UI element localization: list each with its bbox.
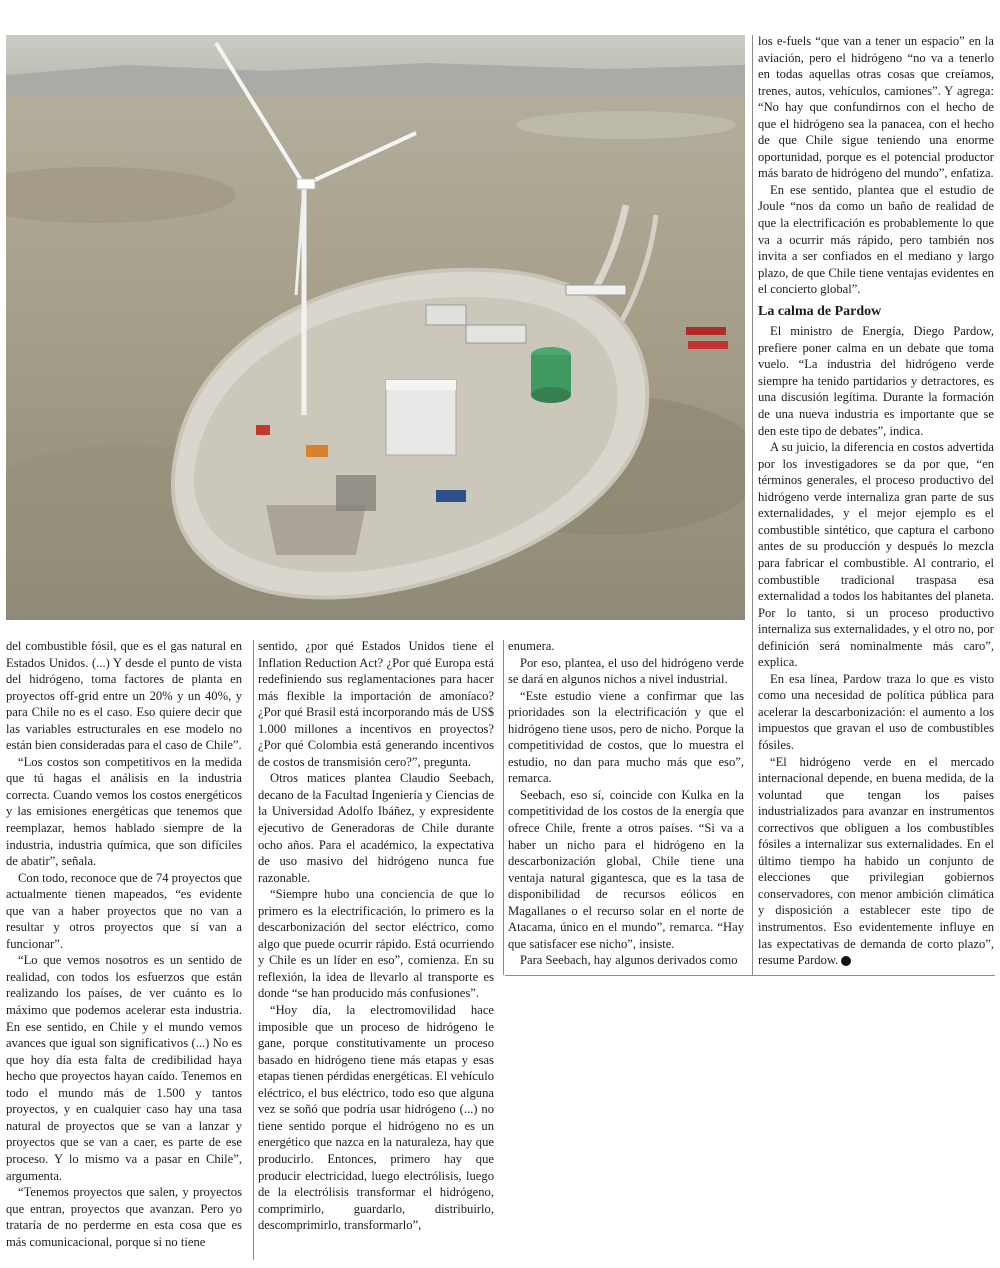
paragraph: sentido, ¿por qué Estados Unidos tiene el Inflation Reduction Act? ¿Por qué Europa está redefiniendo sus reglamentaciones para hacer más flexible la importación de amoníaco? ¿Por qué Brasil está incorporando más de US$ 1.000 millones a incentivos en proyectos? ¿Por qué Colombia está generando incentivos de costos de transmisión cero?”, pregunta.	[258, 639, 494, 769]
end-of-article-icon: P	[841, 956, 851, 966]
section-subhead: La calma de Pardow	[758, 303, 882, 319]
aerial-plant-image	[6, 35, 745, 620]
paragraph: “Tenemos proyectos que salen, y proyectos que entran, proyectos que avanzan. Pero yo trataría de no perderme en esta cosa que es más comunicacional, porque si no tiene	[6, 1185, 242, 1249]
paragraph-final	[758, 754, 994, 969]
paragraph: Otros matices plantea Claudio Seebach, decano de la Facultad Ingeniería y Ciencias de la Universidad Adolfo Ibáñez, y expresidente ejecutivo de Generadoras de Chile durante ocho años. Para el académico, la expectativa de uso masivo del hidrógeno nunca fue razonable.	[258, 771, 494, 885]
column-4	[758, 33, 994, 969]
paragraph: “Lo que vemos nosotros es un sentido de realidad, con todos los esfuerzos que están realizando los países, de ver cuánto es lo máximo que podemos acelerar esta industria. En ese sentido, en Chile y el mundo vemos avances que igual son significativos (...) No es que hoy día esta falta de credibilidad haya hecho que proyectos hayan caído. Tenemos en todo el mundo más de 1.500 y tantos proyectos, y en cualquier caso hay una tasa natural de proyectos que se van a lanzar y proyectos que se van a caer, es parte de ese proceso. Y lo mismo va a pasar en Chile”, argumenta.	[6, 953, 242, 1183]
paragraph: En esa línea, Pardow traza lo que es visto como una necesidad de política pública para acelerar la descarbonización: el aumento a los impuestos que gravan el uso de combustibles fósiles.	[758, 671, 994, 752]
paragraph: Seebach, eso sí, coincide con Kulka en la competitividad de los costos de la energía que ofrece Chile, frente a otros países. “Si va a haber un nicho para el hidrógeno en la descarbonización global, Chile tiene una ventaja natural gigantesca, que es la tasa de disponibilidad de recursos eólicos en Magallanes o el recurso solar en el norte de Atacama, único en el mundo”, remarca. “Hay que satisfacer ese nicho”, insiste.	[508, 787, 744, 951]
paragraph: A su juicio, la diferencia en costos advertida por los investigadores se da por que, “en términos generales, el proceso productivo del hidrógeno verde internaliza gran parte de sus externalidades, y el mejor ejemplo es el combustible sintético, que captura el carbono antes de su producción y después lo mezcla para fabricar el combustible. Al contrario, el combustible tradicional traspasa esa externalidad a todos los habitantes del planeta. Por lo tanto, si un proceso productivo internaliza sus externalidades, y el otro no, por definición será nominalmente más caro”, explica.	[758, 440, 994, 670]
column-rule-1	[253, 640, 254, 1260]
paragraph: “Este estudio viene a confirmar que las prioridades son la electrificación y que el hidrógeno tiene usos, pero de nicho. Porque la competitividad de costos, que lo muestra el estudio, no dan para mucho más que eso”, remarca.	[508, 688, 744, 786]
article-photo-hydrogen-plant	[6, 35, 745, 620]
column-2	[258, 638, 494, 1234]
column-rule-2	[503, 640, 504, 975]
paragraph: “Los costos son competitivos en la medida que tú hagas el análisis en la industria correcta. Cuando vemos los costos energéticos y las emisiones energéticas que tenemos que reemplazar, hemos hablado siempre de la industria, industria química, que son difíciles de abatir”, señala.	[6, 754, 242, 869]
paragraph-final-text: “El hidrógeno verde en el mercado internacional depende, en buena medida, de la voluntad que tengan los países industrializados para avanzar en instrumentos correctivos que obliguen a los combustibles fósiles a internalizar sus externalidades. En el último tiempo ha habido un conjunto de elecciones que privilegian gobiernos conservadores, con menor ambición climática y disposición a establecer este tipo de instrumentos. Eso evidentemente influye en las expectativas de demanda de corto plazo”, resume Pardow.	[758, 754, 994, 968]
paragraph: los e-fuels “que van a tener un espacio” en la aviación, pero el hidrógeno “no va a tenerlo en todas aquellas otras cosas que creíamos, trenes, autos, vehículos, camiones”. Y agrega: “No hay que confundirnos con el hecho de que el hidrógeno sea la panacea, con el hecho de que Chile sigue teniendo una enorme oportunidad, porque es el potencial productor más barato de hidrógeno del mundo”, enfatiza.	[758, 34, 994, 181]
paragraph: enumera.	[508, 639, 555, 653]
paragraph: “Hoy día, la electromovilidad hace imposible que un proceso de hidrógeno le gane, porque constitutivamente un proceso basado en hidrógeno tiene más etapas y esas etapas tienen pérdidas energéticas. El vehículo eléctrico, el bus eléctrico, todo eso que alguna vez se soñó que podría usar hidrógeno (...) no tiene sentido porque el hidrógeno no es un energético que nazca en la naturaleza, hay que producirlo. Entonces, primero hay que producir electricidad, luego electrólisis, luego de la electrólisis transformar el hidrógeno, comprimirlo, guardarlo, distribuirlo, descomprimirlo, transformarlo”,	[258, 1003, 494, 1233]
column-3	[508, 638, 744, 969]
paragraph: del combustible fósil, que es el gas natural en Estados Unidos. (...) Y desde el punto de vista del hidrógeno, toma factores de planta en proyectos off-grid entre un 20% y un 40%, y para Chile no es el caso. Eso quiere decir que las variables estructurales en ese modelo no están bien consideradas para el caso de Chile”.	[6, 639, 242, 753]
paragraph: El ministro de Energía, Diego Pardow, prefiere poner calma en un debate que toma vuelo. “La industria del hidrógeno verde siempre ha tenido partidarios y detractores, es una discusión legítima. Durante la formación de una nueva industria es importante que se den este tipo de debates”, indica.	[758, 324, 994, 438]
paragraph: Para Seebach, hay algunos derivados como	[520, 953, 738, 968]
column-rule-3	[752, 35, 753, 975]
column-1	[6, 638, 242, 1250]
third-column-bottom-rule	[505, 975, 995, 976]
paragraph: Con todo, reconoce que de 74 proyectos que actualmente tienen mapeados, “es evidente que van a haber proyectos que no van a resultar y otros proyectos que sí van a funcionar”.	[6, 870, 242, 951]
paragraph: Por eso, plantea, el uso del hidrógeno verde se dará en algunos nichos a nivel industrial.	[508, 655, 744, 687]
paragraph: En ese sentido, plantea que el estudio de Joule “nos da como un baño de realidad de que la electrificación es probablemente lo que va a ocurrir más rápido, pero también nos invita a ser confiados en el mediano y largo plazo, de que Chile tiene ventajas evidentes en el concierto global”.	[758, 182, 994, 297]
paragraph: “Siempre hubo una conciencia de que lo primero es la electrificación, lo primero es la descarbonización del sector eléctrico, como algo que puede ocurrir rápido. Está ocurriendo y Chile es un líder en eso”, comienza. En su reflexión, la idea de llevarlo al transporte es donde “se han producido más confusiones”.	[258, 887, 494, 1001]
